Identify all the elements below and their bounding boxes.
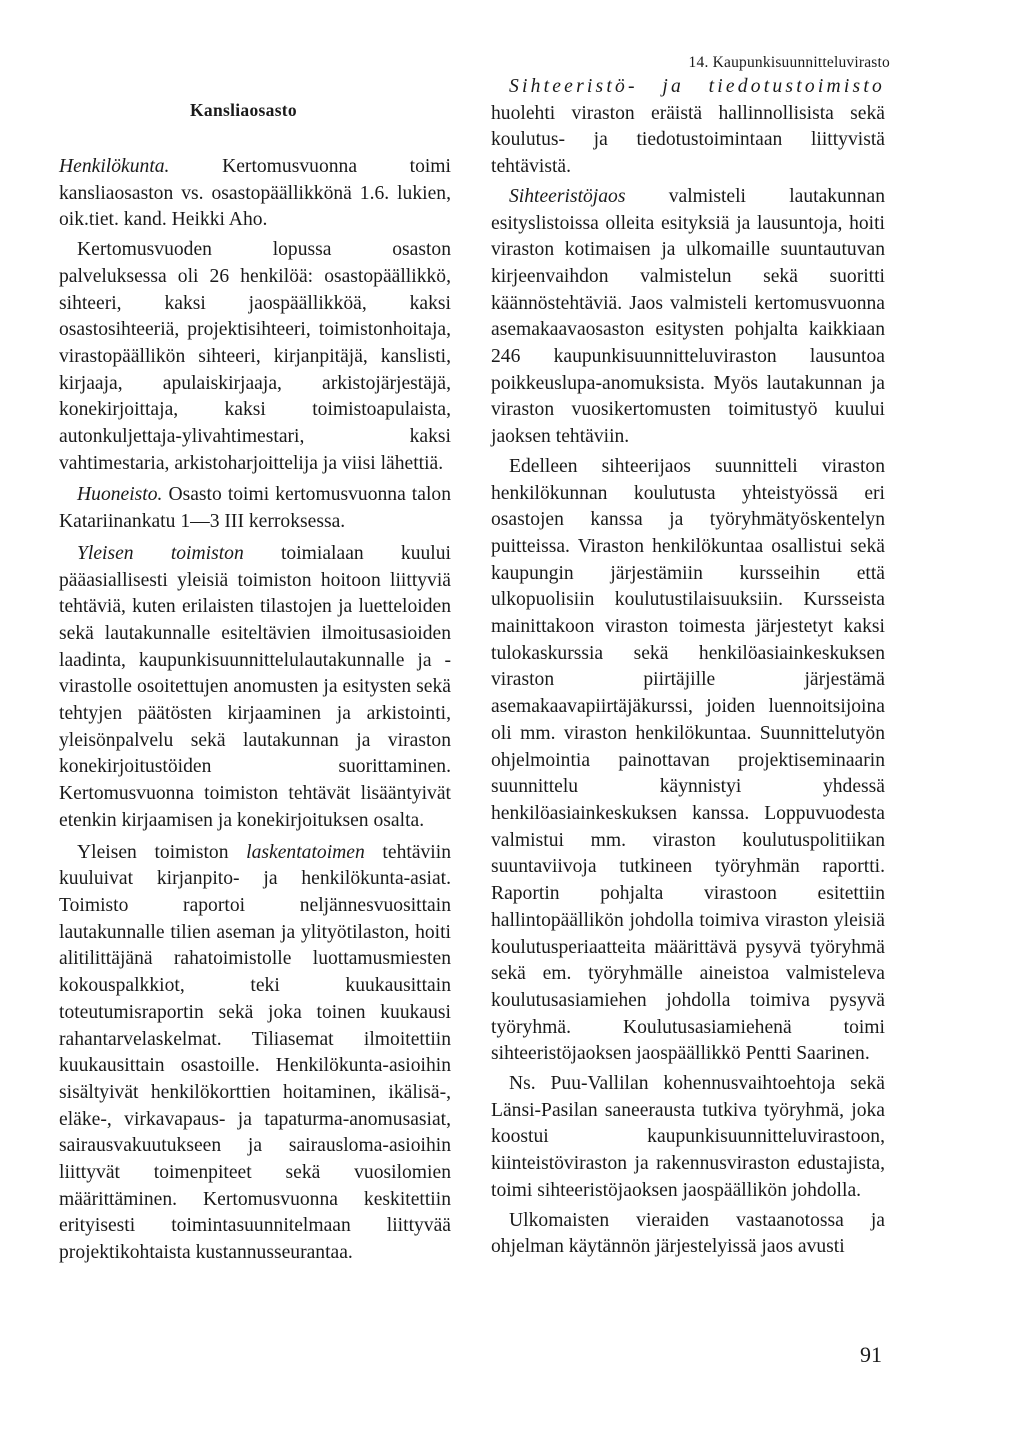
paragraph-sihteeristojaos [491, 184, 885, 451]
paragraph-label: Sihteeristö- ja tiedotustoimisto [509, 76, 885, 97]
paragraph-text: Kertomusvuoden lopussa osaston palveluksessa oli 26 henkilöä: osastopäällikkö, sihteeri, kaksi jaospäällikköä, kaksi osastosihteeriä, projektisihteeri, toimistonhoitaja, virastopäällikön sihteeri, kirjanpitäjä, kanslisti, kirjaaja, apulaiskirjaaja, arkistojärjestäjä, konekirjoittaja, kaksi toimistoapulaista, autonkuljettaja-ylivahtimestari, kaksi vahtimestaria, arkistoharjoittelija ja viisi lähettiä. [59, 239, 451, 474]
paragraph-text: Ulkomaisten vieraiden vastaanotossa ja ohjelman käytännön järjestelyissä jaos avusti [491, 1209, 885, 1258]
paragraph-label: Yleisen toimiston [77, 542, 244, 564]
paragraph-huoneisto [59, 482, 451, 535]
paragraph-henkilokunta [59, 154, 451, 234]
paragraph-text: valmisteli lautakunnan esityslistoissa olleita esityksiä ja lausuntoja, hoiti viraston kotimaisen ja ulkomaille suuntautuvan kirjeenvaihdon valmistelun sekä suoritti käännöstehtäviä. Jaos valmisteli kertomusvuonna asemakaavaosaston esitysten pohjalta kaikkiaan 246 kaupunkisuunnitteluviraston lausuntoa poikkeuslupa-anomuksista. Myös lautakunnan ja viraston vuosikertomusten toimitustyö kuului jaoksen tehtäviin. [491, 185, 885, 448]
left-column [59, 154, 451, 1267]
paragraph-text: tehtäviin kuuluivat kirjanpito- ja henkilökunta-asiat. Toimisto raportoi neljännesvuosittain lautakunnalle tilien aseman ja ylityötilaston, hoiti alitilittäjänä rahatoimistolle luottamusmiesten kokouspalkkiot, teki kuukausittain toteutumisraportin sekä joka toinen kuukausi rahantarvelaskelmat. Tiliasemat ilmoitettiin kuukausittain osastoille. Henkilökunta-asioihin sisältyivät henkilökorttien hoitaminen, ikälisä-, eläke-, virkavapaus- ja tapaturma-anomusasiat, sairausvakuutukseen ja sairausloma-asioihin liittyvät toimenpiteet sekä vuosilomien määrittäminen. Kertomusvuonna keskitettiin erityisesti toimintasuunnitelmaan liittyvää projektikohtaista kustannusseurantaa. [59, 841, 451, 1264]
paragraph-text: Kertomusvuonna toimi kansliaosaston vs. osastopäällikkönä 1.6. lukien, oik.tiet. kand. Heikki Aho. [59, 156, 451, 231]
paragraph-text: Yleisen toimiston [77, 841, 247, 863]
right-column [491, 74, 885, 1261]
paragraph-laskentatoimi [59, 840, 451, 1267]
paragraph-tyoryhma [491, 1071, 885, 1205]
paragraph-text: huolehti viraston eräistä hallinnollisista sekä koulutus- ja tiedotustoimintaan liittyvistä tehtävistä. [491, 102, 885, 178]
running-head: 14. Kaupunkisuunnitteluvirasto [688, 54, 890, 71]
paragraph-vieraat [491, 1208, 885, 1261]
paragraph-sihteeristo [491, 74, 885, 181]
page-number: 91 [860, 1342, 882, 1367]
paragraph-text: Edelleen sihteerijaos suunnitteli viraston henkilökunnan koulutusta yhteistyössä eri osastojen kanssa ja työryhmätyöskentelyn puitteissa. Viraston henkilökuntaa osallistui sekä kaupungin järjestämiin kursseihin että ulkopuolisiin koulutustilaisuuksiin. Kursseista mainittakoon viraston toimesta järjestetyt kaksi tulokaskurssia sekä henkilöasiainkeskuksen viraston piirtäjille järjestämä asemakaavapiirtäjäkurssi, joiden luennoitsijoina oli mm. viraston henkilökuntaa. Suunnittelutyön ohjelmointia painottavan projektiseminaarin suunnittelu käynnistyi yhdessä henkilöasiainkeskuksen kanssa. Loppuvuodesta valmistui mm. viraston koulutuspolitiikan suuntaviivoja tutkineen työryhmän raportti. Raportin pohjalta virastoon esitettiin hallintopäällikön johdolla toimiva viraston yleisiä koulutusperiaatteita määrittävä pysyvä työryhmä sekä em. työryhmälle aineistoa valmisteleva koulutusasiamiehen johdolla toimiva pysyvä työryhmä. Koulutusasiamiehenä toimi sihteeristöjaoksen jaospäällikkö Pentti Saarinen. [491, 455, 885, 1065]
paragraph-label: Sihteeristöjaos [509, 185, 626, 207]
paragraph-koulutus [491, 454, 885, 1068]
paragraph-staff [59, 237, 451, 477]
paragraph-yleinen-toimisto [59, 541, 451, 835]
section-heading: Kansliaosasto [190, 100, 297, 120]
paragraph-text: Ns. Puu-Vallilan kohennusvaihtoehtoja sekä Länsi-Pasilan saneerausta tutkiva työryhmä, joka koostui kaupunkisuunnitteluvirastoon, kiinteistöviraston ja rakennusviraston edustajista, toimi sihteeristöjaoksen jaospäällikön johdolla. [491, 1073, 885, 1201]
paragraph-label: Henkilökunta. [59, 156, 170, 177]
paragraph-label: Huoneisto. [77, 484, 163, 506]
paragraph-text: Osasto toimi kertomusvuonna talon Katariinankatu 1—3 III kerroksessa. [59, 484, 451, 533]
paragraph-label: laskentatoimen [246, 841, 365, 863]
paragraph-text: toimialaan kuului pääasiallisesti yleisiä toimiston hoitoon liittyviä tehtäviä, kuten erilaisten tilastojen ja luetteloiden sekä lautakunnalle esiteltävien ilmoitusasioiden laadinta, kaupunkisuunnittelulautakunnalle ja -virastolle osoitettujen anomusten ja esitysten sekä tehtyjen päätösten kirjaaminen ja arkistointi, yleisönpalvelu sekä lautakunnan ja viraston konekirjoitustöiden suorittaminen. Kertomusvuonna toimiston tehtävät lisääntyivät etenkin kirjaamisen ja konekirjoituksen osalta. [59, 542, 451, 831]
